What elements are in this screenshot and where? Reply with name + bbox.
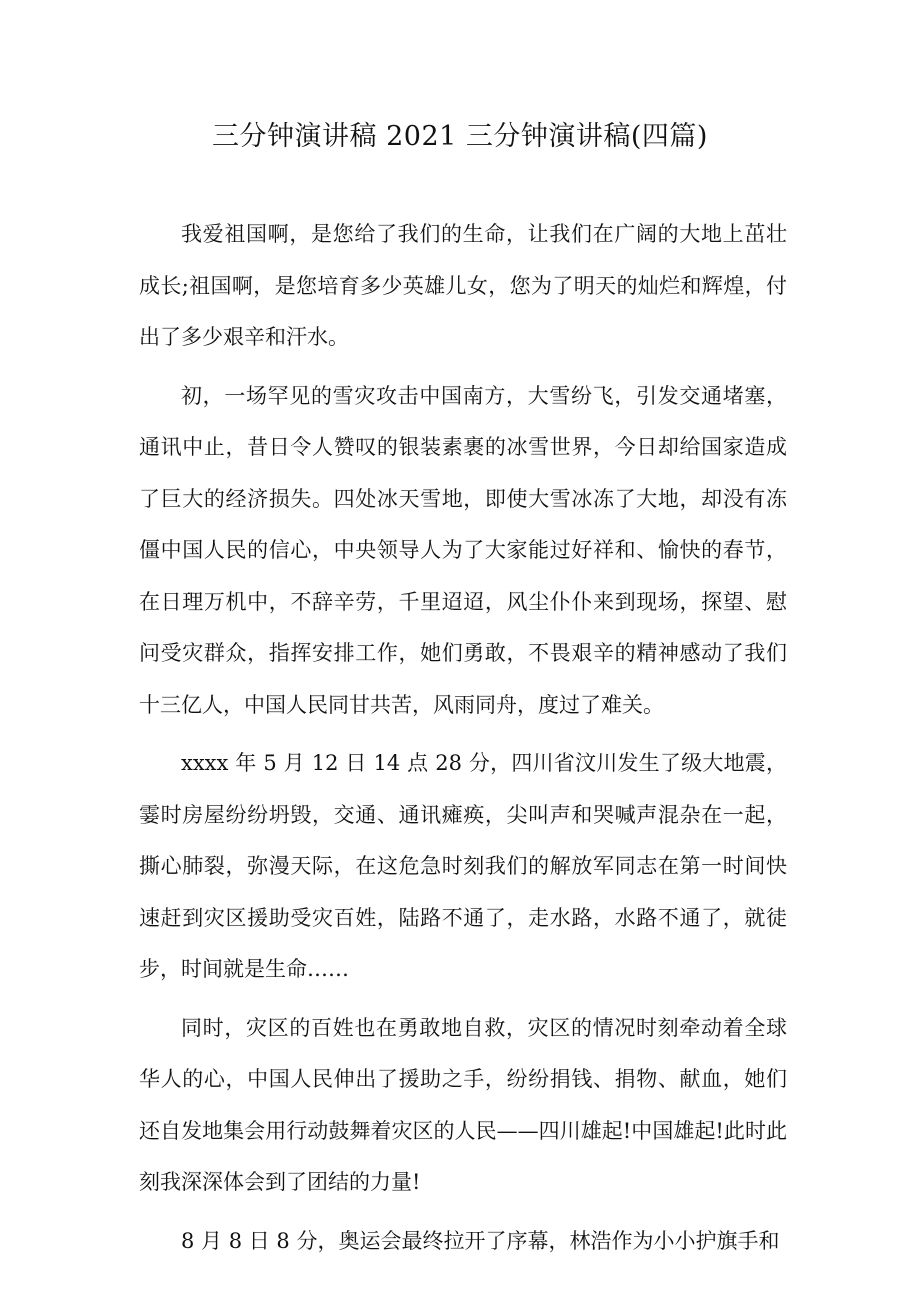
- document-title: 三分钟演讲稿 2021 三分钟演讲稿(四篇): [212, 121, 708, 152]
- paragraph-1: 我爱祖国啊，是您给了我们的生命，让我们在广阔的大地上茁壮成长;祖国啊，是您培育多少英雄儿女，您为了明天的灿烂和辉煌，付出了多少艰辛和汗水。: [139, 222, 787, 349]
- document-body: [139, 209, 787, 1274]
- paragraph-3: xxxx 年 5 月 12 日 14 点 28 分，四川省汶川发生了级大地震，霎时房屋纷纷坍毁，交通、通讯瘫痪，尖叫声和哭喊声混杂在一起，撕心肺裂，弥漫天际，在这危急时刻我们的解放军同志在第一时间快速赶到灾区援助受灾百姓，陆路不通了，走水路，水路不通了，就徒步，时间就是生命……: [139, 751, 787, 981]
- paragraph-2: 初，一场罕见的雪灾攻击中国南方，大雪纷飞，引发交通堵塞，通讯中止，昔日令人赞叹的银装素裹的冰雪世界，今日却给国家造成了巨大的经济损失。四处冰天雪地，即使大雪冰冻了大地，却没有冻僵中国人民的信心，中央领导人为了大家能过好祥和、愉快的春节，在日理万机中，不辞辛劳，千里迢迢，风尘仆仆来到现场，探望、慰问受灾群众，指挥安排工作，她们勇敢，不畏艰辛的精神感动了我们十三亿人，中国人民同甘共苦，风雨同舟，度过了难关。: [139, 383, 787, 717]
- paragraph-4: 同时，灾区的百姓也在勇敢地自救，灾区的情况时刻牵动着全球华人的心，中国人民伸出了援助之手，纷纷捐钱、捐物、献血，她们还自发地集会用行动鼓舞着灾区的人民——四川雄起!中国雄起!此时此刻我深深体会到了团结的力量!: [139, 1015, 787, 1194]
- paragraph-5: 8 月 8 日 8 分，奥运会最终拉开了序幕，林浩作为小小护旗手和: [181, 1228, 780, 1253]
